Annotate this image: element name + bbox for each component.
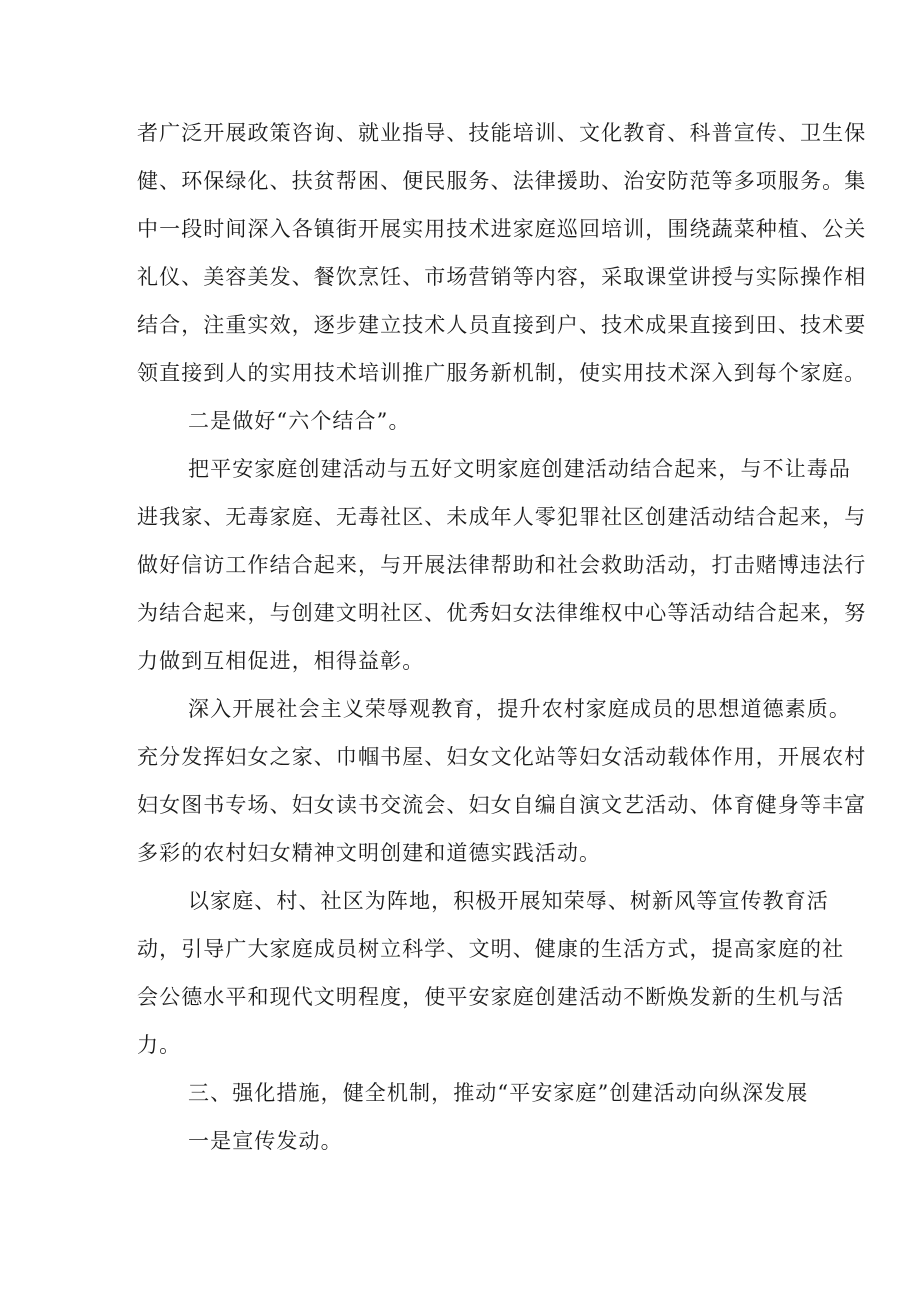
body-text-line: 充分发挥妇女之家、巾帼书屋、妇女文化站等妇女活动载体作用，开展农村 bbox=[137, 745, 867, 769]
paragraph-first-line: 深入开展社会主义荣辱观教育，提升农村家庭成员的思想道德素质。 bbox=[188, 697, 851, 721]
body-text-line: 健、环保绿化、扶贫帮困、便民服务、法律援助、治安防范等多项服务。集 bbox=[137, 169, 867, 193]
body-text-line: 为结合起来，与创建文明社区、优秀妇女法律维权中心等活动结合起来，努 bbox=[137, 601, 867, 625]
body-text-line: 妇女图书专场、妇女读书交流会、妇女自编自演文艺活动、体育健身等丰富 bbox=[137, 793, 867, 817]
section-subheading: 一是宣传发动。 bbox=[188, 1129, 343, 1153]
body-text-line: 力做到互相促进，相得益彰。 bbox=[137, 649, 425, 673]
body-text-line: 结合，注重实效，逐步建立技术人员直接到户、技术成果直接到田、技术要 bbox=[137, 313, 867, 337]
body-text-line: 者广泛开展政策咨询、就业指导、技能培训、文化教育、科普宣传、卫生保 bbox=[137, 121, 867, 145]
body-text-line: 动，引导广大家庭成员树立科学、文明、健康的生活方式，提高家庭的社 bbox=[137, 937, 845, 961]
body-text-line: 进我家、无毒家庭、无毒社区、未成年人零犯罪社区创建活动结合起来，与 bbox=[137, 505, 867, 529]
section-subheading: 二是做好“六个结合”。 bbox=[188, 409, 411, 433]
paragraph-first-line: 以家庭、村、社区为阵地，积极开展知荣辱、树新风等宣传教育活 bbox=[188, 889, 829, 913]
body-text-line: 会公德水平和现代文明程度，使平安家庭创建活动不断焕发新的生机与活 bbox=[137, 985, 845, 1009]
body-text-line: 礼仪、美容美发、餐饮烹饪、市场营销等内容，采取课堂讲授与实际操作相 bbox=[137, 265, 867, 289]
paragraph-first-line: 把平安家庭创建活动与五好文明家庭创建活动结合起来，与不让毒品 bbox=[188, 457, 851, 481]
body-text-line: 领直接到人的实用技术培训推广服务新机制，使实用技术深入到每个家庭。 bbox=[137, 361, 867, 385]
body-text-line: 做好信访工作结合起来，与开展法律帮助和社会救助活动，打击赌博违法行 bbox=[137, 553, 867, 577]
section-heading: 三、强化措施，健全机制，推动“平安家庭”创建活动向纵深发展 bbox=[188, 1081, 809, 1105]
body-text-line: 多彩的农村妇女精神文明创建和道德实践活动。 bbox=[137, 841, 602, 865]
body-text-line: 中一段时间深入各镇街开展实用技术进家庭巡回培训，围绕蔬菜种植、公关 bbox=[137, 217, 867, 241]
body-text-line: 力。 bbox=[137, 1033, 182, 1057]
